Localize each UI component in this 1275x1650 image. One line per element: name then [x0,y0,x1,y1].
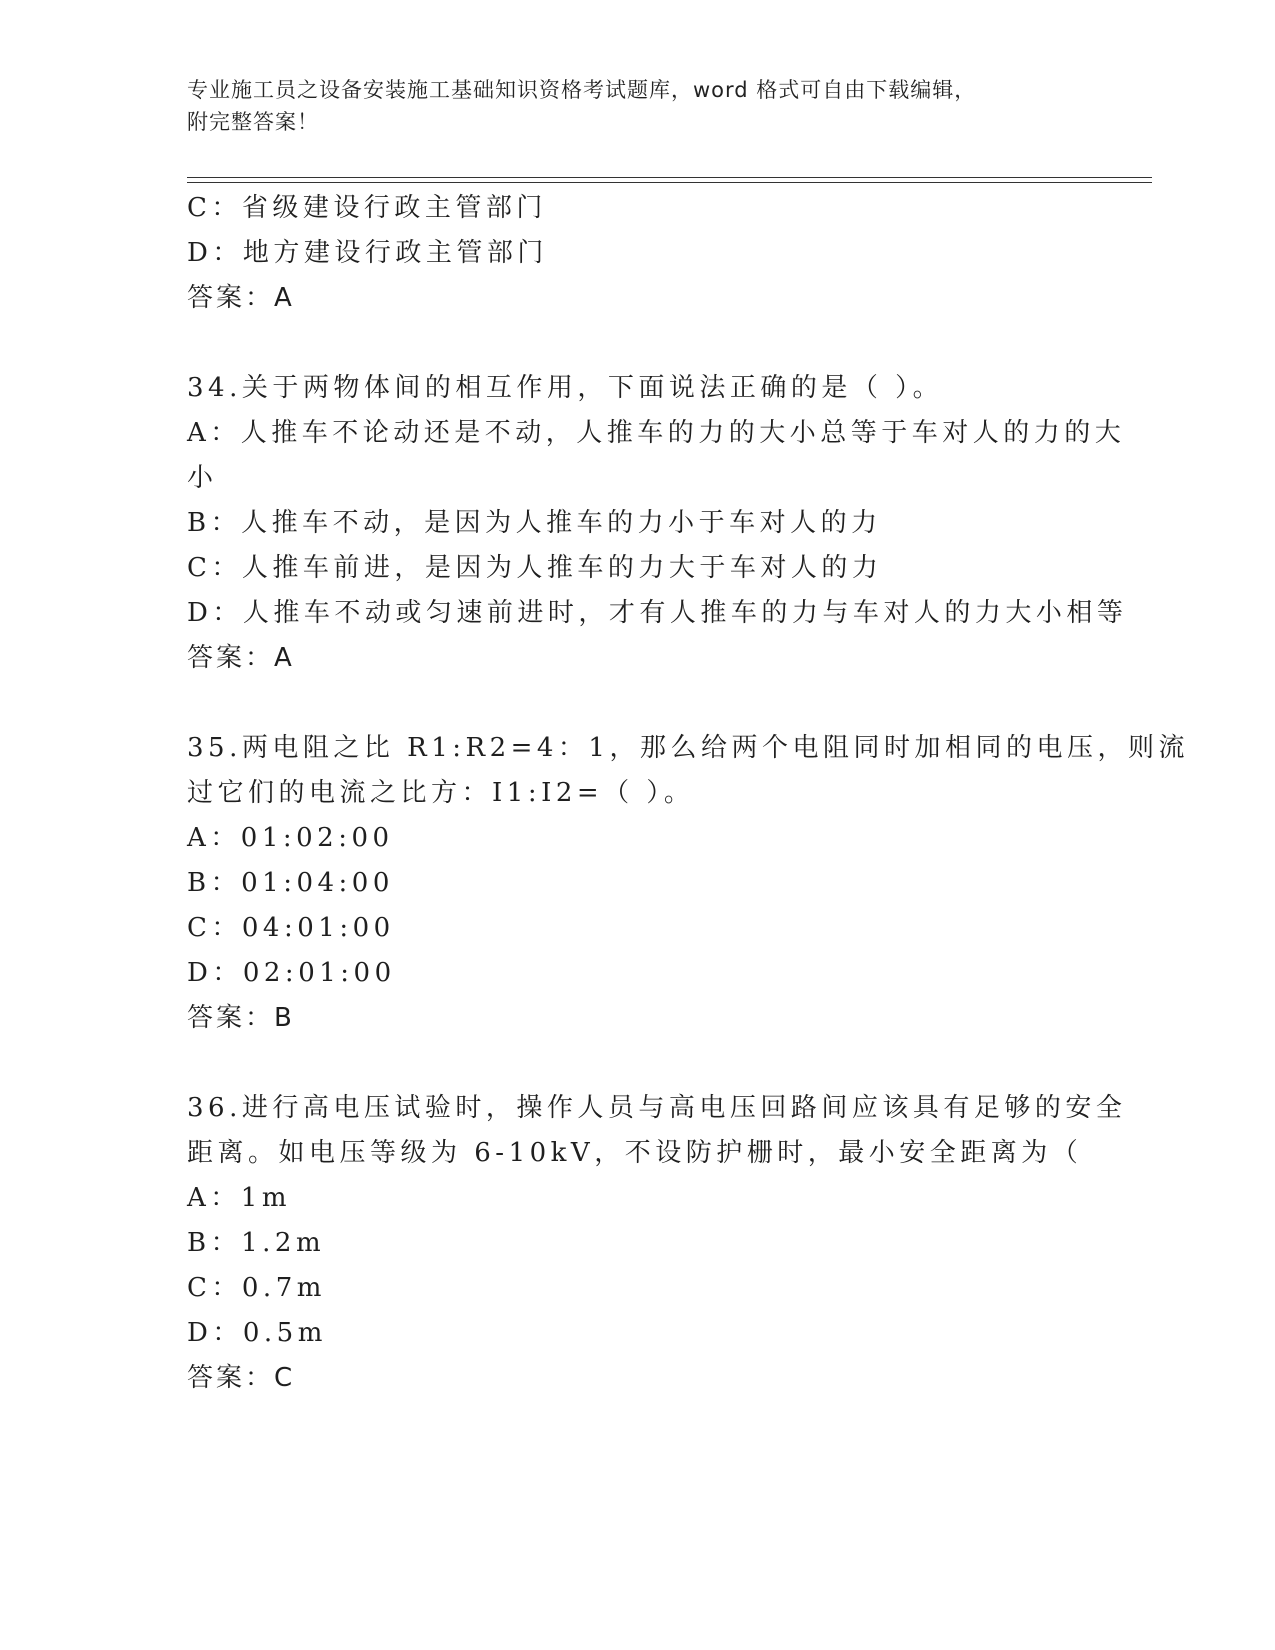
q35-option-c: C：04:01:00 [187,913,395,943]
q34-answer: 答案：A [187,643,295,673]
q36-option-d: D：0.5m [187,1318,327,1348]
q33-option-c: C：省级建设行政主管部门 [187,193,547,223]
q33-option-d: D：地方建设行政主管部门 [187,238,548,268]
document-header [187,74,1087,138]
q35-option-d: D：02:01:00 [187,958,396,988]
q36-answer: 答案：C [187,1363,296,1393]
q33-answer: 答案：A [187,283,295,313]
q34-option-d: D：人推车不动或匀速前进时，才有人推车的力与车对人的力大小相等 [187,598,1128,628]
q35-option-a: A：01:02:00 [187,823,394,853]
q35-option-b: B：01:04:00 [187,868,394,898]
q36-option-a: A：1m [187,1183,291,1213]
q36-stem-line-2: 距离。如电压等级为 6-10kV，不设防护栅时，最小安全距离为（ [187,1138,1083,1168]
q34-option-a-line-2: 小 [187,463,218,493]
header-divider-top [187,177,1152,178]
q34-option-a-line-1: A：人推车不论动还是不动，人推车的力的大小总等于车对人的力的大 [187,418,1126,448]
q36-option-c: C：0.7m [187,1273,326,1303]
header-divider-bottom [187,182,1152,183]
q35-stem-line-1: 35.两电阻之比 R1:R2=4：1，那么给两个电阻同时加相同的电压，则流 [187,733,1189,763]
q34-option-c: C：人推车前进，是因为人推车的力大于车对人的力 [187,553,883,583]
header-line-1: 专业施工员之设备安装施工基础知识资格考试题库，word 格式可自由下载编辑， [187,78,977,102]
q35-answer: 答案：B [187,1003,295,1033]
q34-stem: 34.关于两物体间的相互作用，下面说法正确的是（ ）。 [187,373,944,403]
q35-stem-line-2: 过它们的电流之比方：I1:I2=（ ）。 [187,778,695,808]
q34-option-b: B：人推车不动，是因为人推车的力小于车对人的力 [187,508,882,538]
q36-option-b: B：1.2m [187,1228,326,1258]
q36-stem-line-1: 36.进行高电压试验时，操作人员与高电压回路间应该具有足够的安全 [187,1093,1127,1123]
header-line-2: 附完整答案！ [187,110,319,134]
